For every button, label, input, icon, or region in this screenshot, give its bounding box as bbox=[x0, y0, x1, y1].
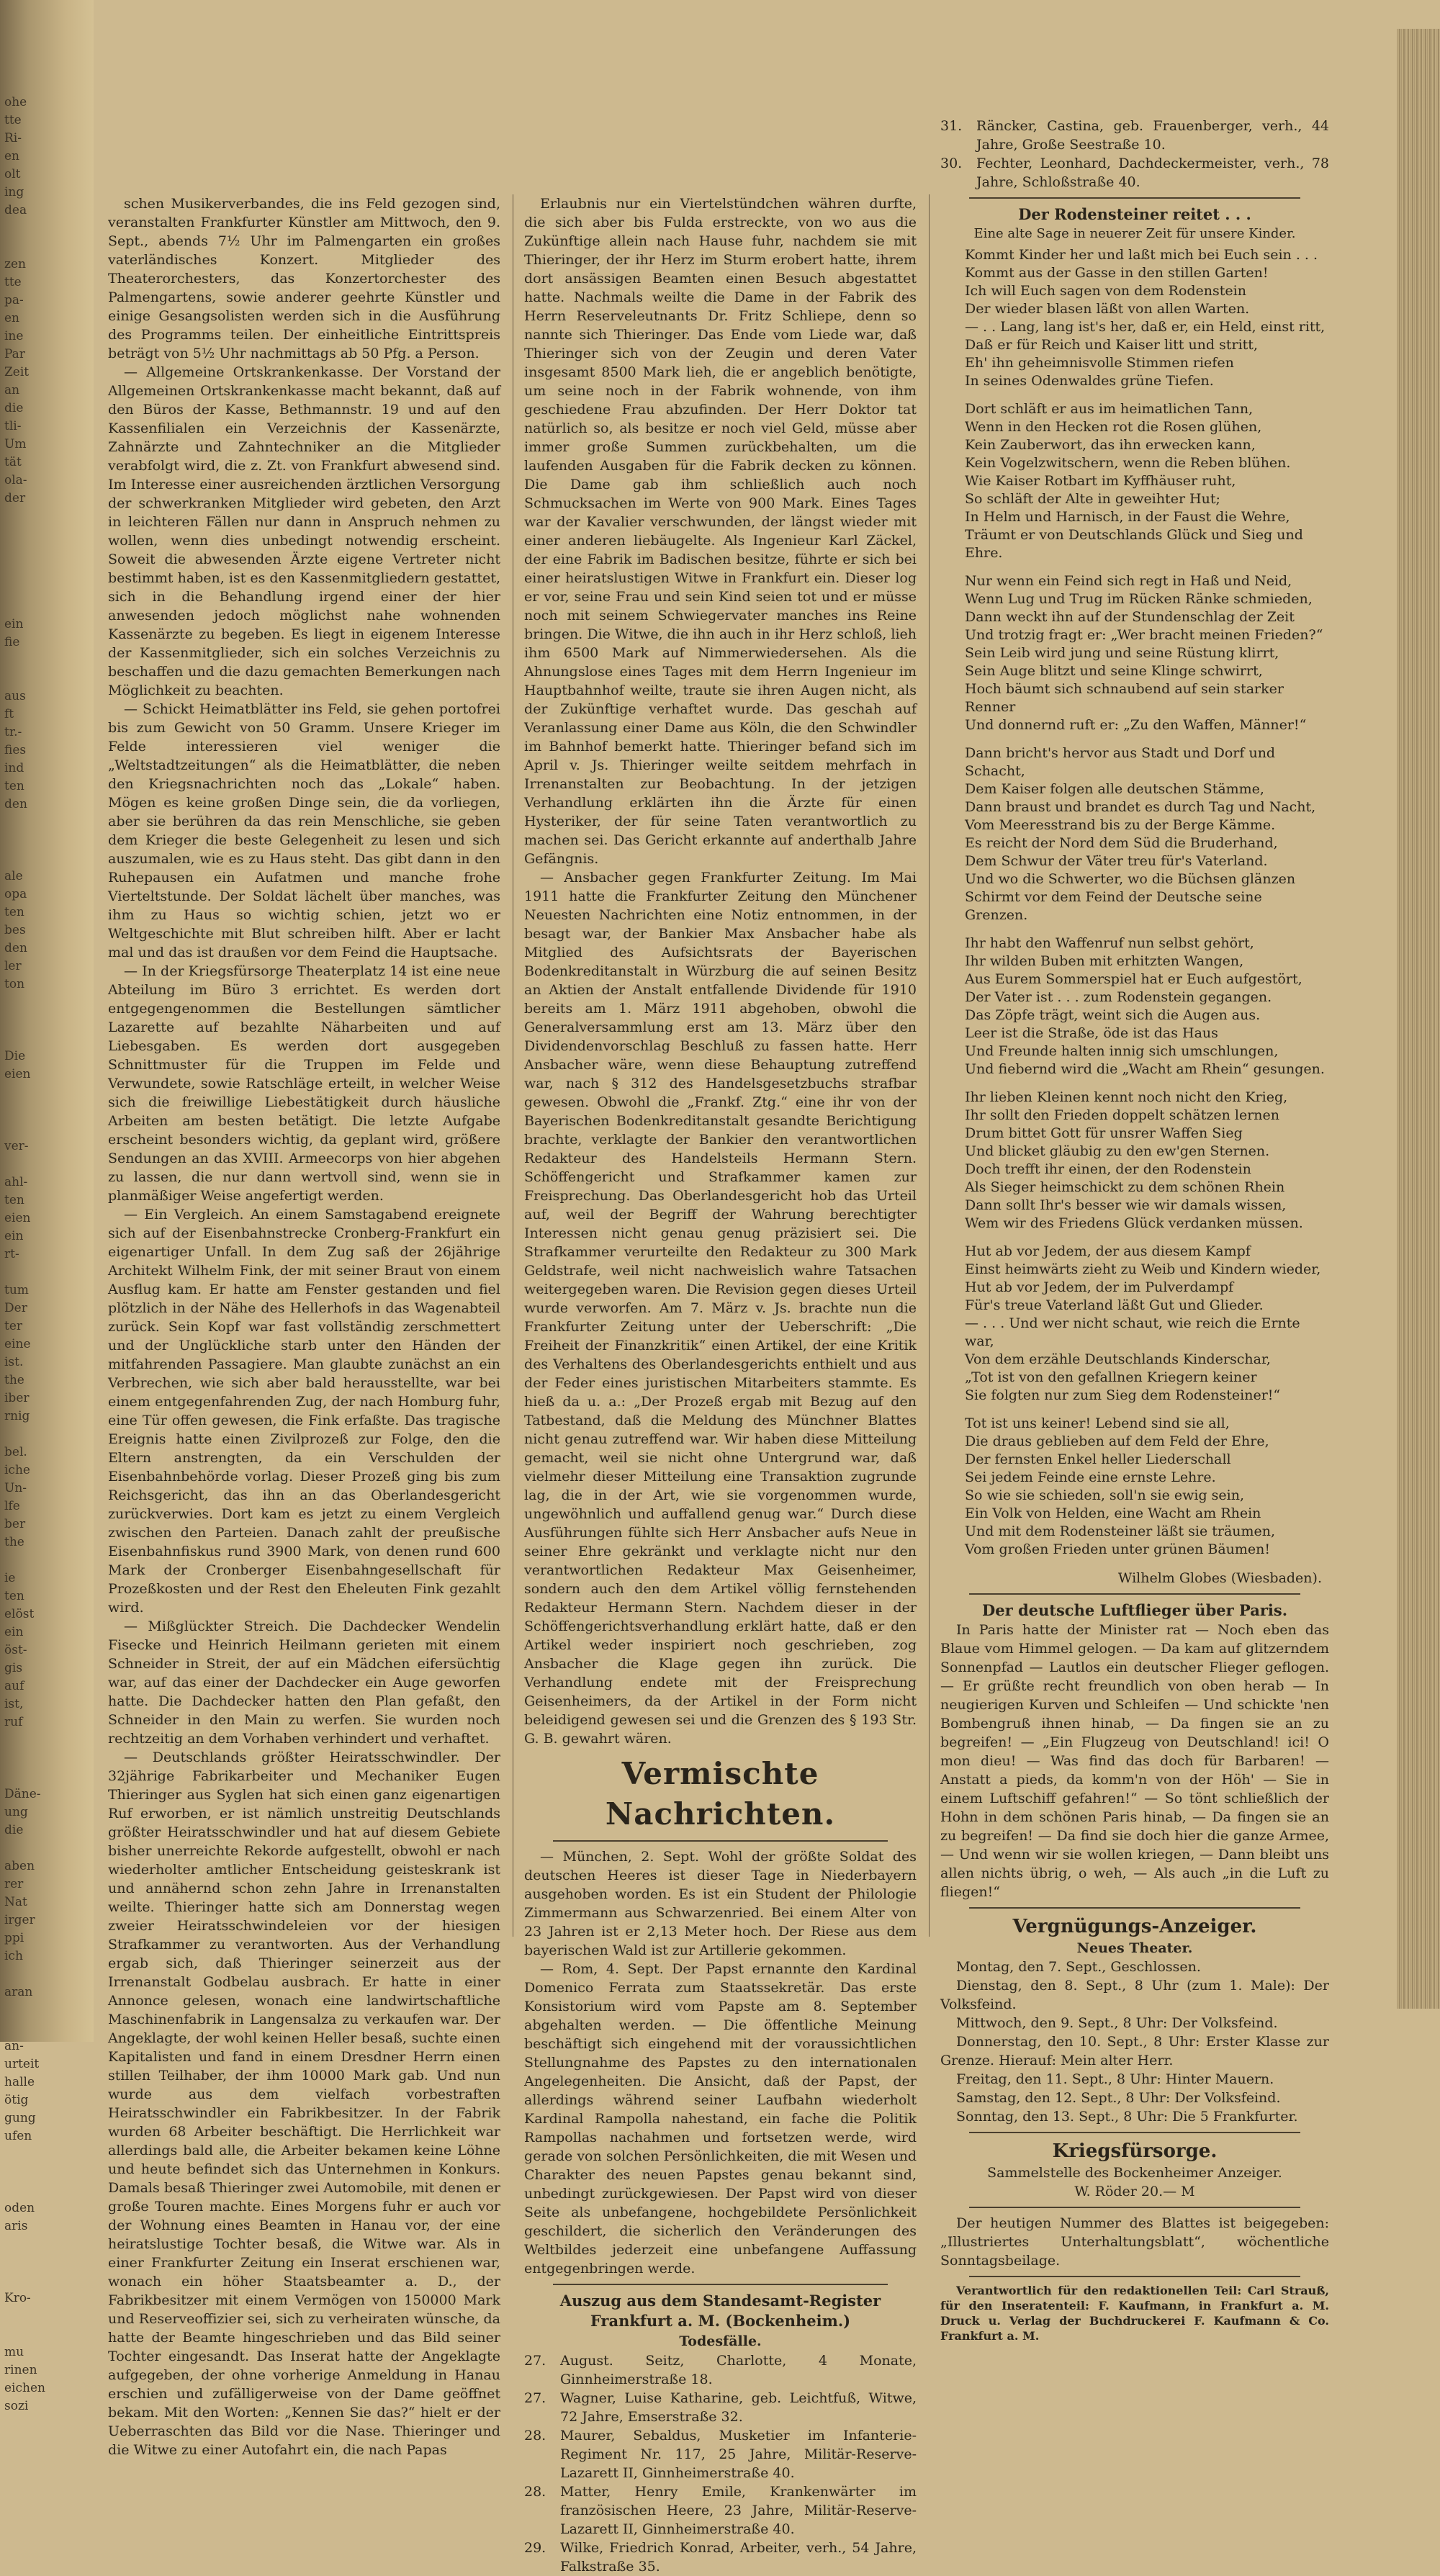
poem-stanza bbox=[965, 1415, 1329, 1559]
stub-line: ein bbox=[4, 1229, 24, 1243]
entry-text: Räncker, Castina, geb. Frauenberger, verh., 44 Jahre, Große Seestraße 10. bbox=[976, 118, 1329, 153]
stub-line: mu bbox=[4, 2345, 24, 2359]
divider bbox=[969, 2132, 1300, 2133]
stub-line: en bbox=[4, 311, 20, 325]
entry-number: 31. bbox=[940, 118, 963, 134]
stub-line bbox=[4, 670, 48, 688]
poem-line: Träumt er von Deutschlands Glück und Sieg und Ehre. bbox=[965, 527, 1303, 561]
stub-line: ing bbox=[4, 185, 24, 199]
stub-line bbox=[4, 2181, 48, 2199]
poem-line: Die draus geblieben auf dem Feld der Ehre, bbox=[965, 1433, 1269, 1449]
stub-line bbox=[4, 1839, 48, 1857]
article-paragraph: — Ansbacher gegen Frankfurter Zeitung. Im Mai 1911 hatte die Frankfurter Zeitung den Münchener Neuesten Nachrichten eine Notiz entnommen, in der besagt war, der Bankier Max Ansbacher habe als Mitglied des Aufsichtsrats der Bayerischen Bodenkreditanstalt in Würzburg die auf seinen Besitz an Aktien der Anstalt entfallende Dividende für 1910 bereits am 1. März 1911 abgehoben, obwohl die Generalversammlung erst am 13. März über den Dividendenvorschlag Beschluß zu fassen hatte. Herr Ansbacher wäre, wenn diese Behauptung zutreffend war, nach § 312 des Handelsgesetzbuchs strafbar gewesen. Obwohl die „Frankf. Ztg.“ eine ihr von der Bayerischen Bodenkreditanstalt gesandte Berichtigung brachte, verklagte der Bankier den verantwortlichen Redakteur des Handelsteils Hermann Stern. Schöffengericht und Strafkammer kamen zur Freisprechung. Das Oberlandesgericht hob das Urteil auf, weil der Begriff der Wahrung berechtigter Interessen nicht genau genug präzisiert sei. Die Strafkammer verurteilte den Redakteur zu 300 Mark Geldstrafe, weil nicht nachweislich wahre Tatsachen weitergegeben waren. Die Revision gegen dieses Urteil wurde verworfen. Am 7. März v. Js. brachte nun die Frankfurter Zeitung unter der Ueberschrift: „Die Freiheit der Finanzkritik“ einen Artikel, der eine Kritik des Verhaltens des Oberlandesgerichts enthielt und aus der Feder eines juristischen Mitarbeiters stammte. Es hieß da u. a.: „Der Prozeß ergab mit Bezug auf den Tatbestand, daß die Meldung des Münchner Blattes nicht genau zutreffend war. Wir haben diese Mitteilung gemacht, weil sie nicht ohne Untergrund war, daß vielmehr dieser Mitteilung eine Transaktion zugrunde lag, die in der Art, wie sie vorgenommen wurde, ungewöhnlich und auffallend genug war.“ Durch diese Ausführungen fühlte sich Herr Ansbacher aufs Neue in seiner Ehre gekränkt und verklagte nicht nur den verantwortlichen Redakteur Max Geisenheimer, sondern auch den dem Artikel völlig fernstehenden Redakteur Hermann Stern. Nachdem dieser in der Schöffengerichtsverhandlung erklärt hatte, daß er den Artikel weder inspiriert noch geschrieben, zog Ansbacher die Klage gegen ihn zurück. Die Verhandlung endete mit der Freisprechung Geisenheimers, da der Artikel in der Form nicht beleidigend gewesen sei und die Grenzen des § 193 Str. G. B. gewahrt wären. bbox=[524, 870, 917, 1747]
stub-line: tte bbox=[4, 113, 22, 127]
stub-line bbox=[4, 1102, 48, 1120]
vermischte-heading: Vermischte Nachrichten. bbox=[605, 1756, 836, 1832]
left-binding bbox=[0, 0, 94, 2413]
poem-line: Der fernsten Enkel heller Liederschall bbox=[965, 1451, 1231, 1467]
imprint: Verantwortlich für den redaktionellen Teil: Carl Strauß, für den Inseratenteil: F. Kaufmann, in Frankfurt a. M. Druck u. Verlag der Buchdruckerei F. Kaufmann & Co. Frankfurt a. M. bbox=[940, 2284, 1329, 2343]
theater-schedule bbox=[940, 1958, 1329, 2126]
stub-line: rer bbox=[4, 1877, 24, 1891]
stub-line: bel. bbox=[4, 1445, 27, 1459]
poem-line: Und blicket gläubig zu den ew'gen Sternen. bbox=[965, 1143, 1270, 1159]
column-1 bbox=[108, 194, 500, 2458]
stub-line: ahl- bbox=[4, 1175, 28, 1189]
stub-line: bes bbox=[4, 923, 26, 937]
poem-line: Ihr sollt den Frieden doppelt schätzen lernen bbox=[965, 1107, 1279, 1123]
stub-line: ten bbox=[4, 1589, 24, 1603]
stub-line: tum bbox=[4, 1283, 29, 1297]
poem-line: Doch trefft ihr einen, der den Rodenstein bbox=[965, 1161, 1251, 1177]
stub-line bbox=[4, 1120, 48, 1138]
entry-number: 27. bbox=[524, 2353, 546, 2369]
stub-line: den bbox=[4, 797, 27, 811]
poem-stanza bbox=[965, 246, 1329, 390]
stub-line bbox=[4, 238, 48, 256]
stub-line: Par bbox=[4, 347, 25, 361]
stub-line bbox=[4, 2307, 48, 2325]
stub-line bbox=[4, 1965, 48, 1983]
poem-stanza bbox=[965, 744, 1329, 924]
stub-line: urteit bbox=[4, 2057, 40, 2071]
stub-line: eien bbox=[4, 1067, 31, 1081]
entry-text: August. Seitz, Charlotte, 4 Monate, Ginnheimerstraße 18. bbox=[560, 2353, 917, 2387]
article-paragraph: — München, 2. Sept. Wohl der größte Soldat des deutschen Heeres ist dieser Tage in Niederbayern ausgehoben worden. Es ist ein Student der Philologie Zimmermann aus Schwarzenried. Bei einem Alter von 23 Jahren ist er 2,13 Meter hoch. Der Riese aus dem bayerischen Wald ist zur Artillerie gekommen. bbox=[524, 1849, 917, 1958]
stub-line: Däne- bbox=[4, 1787, 41, 1801]
stub-line: den bbox=[4, 941, 27, 955]
stub-line: fies bbox=[4, 743, 27, 757]
entry-text: Fechter, Leonhard, Dachdeckermeister, verh., 78 Jahre, Schloßstraße 40. bbox=[976, 156, 1329, 190]
stub-line bbox=[4, 2253, 48, 2271]
poem-line: In seines Odenwaldes grüne Tiefen. bbox=[965, 373, 1214, 389]
stub-line: tte bbox=[4, 275, 22, 289]
divider bbox=[969, 2207, 1300, 2208]
stub-line: rinen bbox=[4, 2363, 37, 2377]
stub-line: gung bbox=[4, 2111, 36, 2125]
schedule-entry: Samstag, den 12. Sept., 8 Uhr: Der Volksfeind. bbox=[956, 2090, 1281, 2106]
stub-line: zen bbox=[4, 257, 26, 271]
stub-line bbox=[4, 2001, 48, 2019]
entry-number: 30. bbox=[940, 156, 963, 171]
register-entry bbox=[940, 154, 1329, 192]
stub-line: iber bbox=[4, 1391, 30, 1405]
stub-line bbox=[4, 832, 48, 850]
poem-line: „Tot ist von den gefallnen Kriegern keiner bbox=[965, 1369, 1257, 1385]
stub-line: ton bbox=[4, 977, 25, 991]
poem-line: Ihr wilden Buben mit erhitzten Wangen, bbox=[965, 953, 1244, 969]
stub-line bbox=[4, 1084, 48, 1102]
stub-line: gis bbox=[4, 1661, 23, 1675]
poem-line: Vom großen Frieden unter grünen Bäumen! bbox=[965, 1541, 1271, 1557]
register-entry bbox=[524, 2539, 917, 2576]
stub-line bbox=[4, 2325, 48, 2343]
stub-line: eien bbox=[4, 1211, 31, 1225]
stub-line: an bbox=[4, 383, 20, 397]
article-paragraph: schen Musikerverbandes, die ins Feld gezogen sind, veranstalten Frankfurter Künstler am Mittwoch, den 9. Sept., abends 7½ Uhr im Palmengarten ein großes vaterländisches Konzert. Mitglieder des Theaterorchesters, das Konzertorchester des Palmengartens, sowie anderer geehrte Künstler und einige Gesangsolisten werden sich in die Ausführung des Programms teilen. Der einheitliche Eintrittspreis beträgt von 5½ Uhr nachmittags ab 50 Pfg. a Person. bbox=[108, 196, 500, 361]
entry-number: 27. bbox=[524, 2390, 546, 2406]
stub-line: elöst bbox=[4, 1607, 35, 1621]
entry-text: Maurer, Sebaldus, Musketier im Infanterie-Regiment Nr. 117, 25 Jahre, Militär-Reserve-Lazarett II, Ginnheimerstraße 40. bbox=[560, 2428, 917, 2481]
stub-line: dea bbox=[4, 203, 27, 217]
stub-line: tät bbox=[4, 455, 22, 469]
poem-line: Als Sieger heimschickt zu dem schönen Rhein bbox=[965, 1179, 1285, 1195]
poem-stanza bbox=[965, 1243, 1329, 1405]
stub-line: ppi bbox=[4, 1931, 24, 1945]
stub-line bbox=[4, 508, 48, 526]
stub-line: ler bbox=[4, 959, 22, 973]
stub-line: ine bbox=[4, 329, 24, 343]
poem-stanza bbox=[965, 572, 1329, 734]
poem-stanza bbox=[965, 1089, 1329, 1233]
kriegsfuersorge-heading: Kriegsfürsorge. bbox=[1052, 2140, 1218, 2162]
luft-heading: Der deutsche Luftflieger über Paris. bbox=[982, 1601, 1287, 1619]
poem-stanza bbox=[965, 400, 1329, 562]
poem-title: Der Rodensteiner reitet . . . bbox=[1018, 205, 1251, 223]
stub-line bbox=[4, 1426, 48, 1444]
entry-text: Matter, Henry Emile, Krankenwärter im französischen Heere, 23 Jahre, Militär-Reserve-Lazarett II, Ginnheimerstraße 40. bbox=[560, 2484, 917, 2537]
divider bbox=[969, 2276, 1300, 2277]
stub-line bbox=[4, 1012, 48, 1030]
poem-line: Wenn Lug und Trug im Rücken Ränke schmieden, bbox=[965, 591, 1313, 607]
poem-line: Kein Zauberwort, das ihn erwecken kann, bbox=[965, 437, 1256, 453]
stub-line: ohe bbox=[4, 95, 27, 109]
poem-line: Der Vater ist . . . zum Rodenstein gegangen. bbox=[965, 989, 1272, 1005]
poem-line: Und fiebernd wird die „Wacht am Rhein“ gesungen. bbox=[965, 1061, 1325, 1077]
register-entry bbox=[524, 2482, 917, 2539]
stub-line: sozi bbox=[4, 2399, 29, 2413]
poem-stanza bbox=[965, 935, 1329, 1078]
poem-line: Und mit dem Rodensteiner läßt sie träumen, bbox=[965, 1523, 1276, 1539]
stub-line bbox=[4, 1030, 48, 1048]
stub-line: aris bbox=[4, 2219, 28, 2233]
poem-line: Und Freunde halten innig sich umschlungen, bbox=[965, 1043, 1279, 1059]
stub-line: ver- bbox=[4, 1139, 29, 1153]
stub-line: Die bbox=[4, 1049, 26, 1063]
poem-line: Und trotzig fragt er: „Wer bracht meinen Frieden?“ bbox=[965, 627, 1323, 643]
theater-name: Neues Theater. bbox=[1076, 1940, 1193, 1956]
stub-line: Zeit bbox=[4, 365, 30, 379]
article-paragraph: — Ein Vergleich. An einem Samstagabend ereignete sich auf der Eisenbahnstrecke Cronberg-Frankfurt ein eigenartiger Unfall. In dem Zug saß der 26jährige Architekt Wilhelm Fink, der mit seiner Braut von einem Ausflug kam. Er hatte am Fenster gestanden und fiel plötzlich in der Nähe des Hellerhofs in das Wagenabteil zurück. Sein Kopf war fast vollständig zerschmettert und der Unglückliche starb unter den Händen der mitfahrenden Passagiere. Man glaubte zunächst an ein Verbrechen, wie sich aber bald herausstellte, war bei einem entgegenfahrenden Zug, der nach Homburg fuhr, eine Tür offen gewesen, die Fink erfaßte. Das tragische Ereignis hatte einen Zivilprozeß zur Folge, den die Eltern anstrengten, da ein Verschulden der Eisenbahnbehörde vorlag. Dieser Prozeß ging bis zum Reichsgericht, das ihn an das Oberlandesgericht zurückverwies. Dort kam es jetzt zu einem Vergleich zwischen den Parteien. Danach zahlt der preußische Eisenbahnfiskus rund 3900 Mark, von denen rund 600 Mark der Cronberger Eisenbahngesellschaft für Prozeßkosten und der Rest den Eheleuten Fink gezahlt wird. bbox=[108, 1207, 500, 1616]
poem-line: Dem Kaiser folgen alle deutschen Stämme, bbox=[965, 781, 1264, 797]
poem-line: Von dem erzähle Deutschlands Kinderschar, bbox=[965, 1351, 1271, 1367]
luft-text: In Paris hatte der Minister rat — Noch eben das Blaue vom Himmel gelogen. — Da kam auf glitzerndem Sonnenpfad — Lautlos ein deutscher Flieger geflogen. — Er grüßte recht freundlich von oben herab — In neugierigen Kurven und Schleifen — Und schickte 'nen Bombengruß ihnen hinab, — Da fingen sie an zu begreifen! — „Ein Flugzeug von Deutschland! ici! O mon dieu! — Was find das doch für Barbaren! — Anstatt a pieds, da komm'n von der Höh' — Sie in einem Luftschiff gefahren!“ — So tönt schließlich der Hohn in dem schönen Paris hinab, — Da fingen sie an zu begreifen! — Da find sie doch hier die ganze Armee, — Und wenn wir sie wollen kriegen, — Dann bleibt uns allen nichts übrig, o weh, — Als auch „in die Luft zu fliegen!“ bbox=[940, 1622, 1329, 1900]
stub-line: ola- bbox=[4, 473, 27, 487]
poem-line: Für's treue Vaterland läßt Gut und Glieder. bbox=[965, 1297, 1264, 1313]
poem-line: Leer ist die Straße, öde ist das Haus bbox=[965, 1025, 1218, 1041]
stub-line: pa- bbox=[4, 293, 24, 307]
beilage-notice: Der heutigen Nummer des Blattes ist beigegeben: „Illustriertes Unterhaltungsblatt“, wöchentliche Sonntagsbeilage. bbox=[940, 2215, 1329, 2269]
stub-line bbox=[4, 2163, 48, 2181]
stub-line: Un- bbox=[4, 1481, 27, 1495]
poem-line: Kein Vogelzwitschern, wenn die Reben blühen. bbox=[965, 455, 1291, 471]
entry-number: 29. bbox=[524, 2540, 546, 2556]
poem-line: Wie Kaiser Rotbart im Kyffhäuser ruht, bbox=[965, 473, 1236, 489]
column-3 bbox=[940, 117, 1329, 2343]
divider bbox=[969, 1593, 1300, 1595]
poem-line: Das Zöpfe trägt, weint sich die Augen aus. bbox=[965, 1007, 1261, 1023]
stub-line bbox=[4, 1264, 48, 1282]
register-entry bbox=[524, 2426, 917, 2482]
standesamt-list bbox=[524, 2351, 917, 2576]
poem-line: — . . . Und wer nicht schaut, wie reich die Ernte war, bbox=[965, 1315, 1300, 1349]
poem-line: Dem Schwur der Väter treu für's Vaterland. bbox=[965, 853, 1268, 869]
poem-line: Ihr lieben Kleinen kennt noch nicht den Krieg, bbox=[965, 1089, 1288, 1105]
stub-line: Kro- bbox=[4, 2291, 31, 2305]
stub-line: tli- bbox=[4, 419, 22, 433]
vergnuegungs-heading: Vergnügungs-Anzeiger. bbox=[1012, 1916, 1257, 1937]
poem-line: Sie folgten nur zum Sieg dem Rodensteiner!“ bbox=[965, 1387, 1281, 1403]
poem-line: — . . Lang, lang ist's her, daß er, ein Held, einst ritt, bbox=[965, 319, 1326, 335]
poem-line: Kommt aus der Gasse in den stillen Garten! bbox=[965, 265, 1269, 281]
stub-line: fie bbox=[4, 635, 20, 649]
newspaper-page bbox=[86, 72, 1397, 2575]
poem-line: Und wo die Schwerter, wo die Büchsen glänzen bbox=[965, 871, 1296, 887]
stub-line bbox=[4, 1156, 48, 1174]
poem-line: Eh' ihn geheimnisvolle Stimmen riefen bbox=[965, 355, 1234, 371]
divider bbox=[553, 1840, 888, 1842]
stub-line: ist. bbox=[4, 1355, 24, 1369]
stub-line: rt- bbox=[4, 1247, 19, 1261]
schedule-entry: Sonntag, den 13. Sept., 8 Uhr: Die 5 Frankfurter. bbox=[956, 2109, 1298, 2125]
standesamt-place: Frankfurt a. M. (Bockenheim.) bbox=[590, 2312, 851, 2330]
article-paragraph: — Schickt Heimatblätter ins Feld, sie gehen portofrei bis zum Gewicht von 50 Gramm. Unsere Krieger im Felde interessieren viel weniger die „Weltstadtzeitungen“ als die Heimatblätter, die neben den Kriegsnachrichten noch das „Lokale“ haben. Mögen es keine großen Dinge sein, die da vorliegen, aber sie berühren da das rein Menschliche, sie geben dem Krieger die beste Gelegenheit zu lesen und sich auszumalen, wie es zu Haus steht. Das gibt dann in den Ruhepausen ein Aufatmen und manche frohe Vierteltstunde. Der Soldat lächelt über manches, was ihm zu Haus so wichtig schien, jetzt wo er Weltgeschichte mit Blut schreiben hilft. Aber er lacht mal und das ist draußen vor dem Feind die Hauptsache. bbox=[108, 701, 500, 960]
stub-line: ötig bbox=[4, 2093, 29, 2107]
stub-line: iche bbox=[4, 1463, 30, 1477]
page-edges bbox=[1397, 29, 1440, 2009]
stub-line: ung bbox=[4, 1805, 28, 1819]
poem-line: Dort schläft er aus im heimatlichen Tann, bbox=[965, 401, 1254, 417]
stub-line: oden bbox=[4, 2201, 35, 2215]
poem-line: Ich will Euch sagen von dem Rodenstein bbox=[965, 283, 1246, 299]
poem-line: So wie sie schieden, soll'n sie ewig sein, bbox=[965, 1487, 1244, 1503]
schedule-entry: Mittwoch, den 9. Sept., 8 Uhr: Der Volksfeind. bbox=[956, 2015, 1278, 2031]
stub-line: ten bbox=[4, 779, 24, 793]
stub-line bbox=[4, 562, 48, 580]
stub-line: auf bbox=[4, 1679, 24, 1693]
article-paragraph: — Allgemeine Ortskrankenkasse. Der Vorstand der Allgemeinen Ortskrankenkasse macht bekannt, daß auf den Büros der Kasse, Bethmannstr. 19 und auf den Kassenfilialen ein Verzeichnis der Kassenärzte, Zahnärzte und Zahntechniker an die Mitglieder verabfolgt wird, die z. Zt. von Frankfurt abwesend sind. Im Interesse einer ausreichenden ärztlichen Versorgung der schwerkranken Mitglieder wird gebeten, den Arzt in leichteren Fällen nur dann in Anspruch nehmen zu wollen, wenn dies unbedingt notwendig erscheint. Soweit die abwesenden Ärzte eigene Vertreter nicht bestimmt haben, ist es den Kassenmitgliedern gestattet, sich in die Behandlung irgend einer der hier anwesenden jedoch möglichst nahe wohnenden Kassenärzte zu begeben. Es liegt in eigenem Interesse der Kassenmitglieder, sich ein solches Verzeichnis zu beschaffen und die dazu gemachten Bemerkungen nach Möglichkeit zu beachten. bbox=[108, 364, 500, 698]
vermischte-articles bbox=[524, 1847, 917, 2278]
stub-line: ein bbox=[4, 1625, 24, 1639]
stub-line bbox=[4, 2235, 48, 2253]
stub-line: aben bbox=[4, 1859, 35, 1873]
poem-author: Wilhelm Globes (Wiesbaden). bbox=[1117, 1570, 1322, 1586]
stub-line: die bbox=[4, 1823, 24, 1837]
standesamt-continued bbox=[940, 117, 1329, 192]
stub-line: rnig bbox=[4, 1409, 30, 1423]
stub-line: Um bbox=[4, 437, 27, 451]
stub-line: ber bbox=[4, 1517, 26, 1531]
schedule-entry: Donnerstag, den 10. Sept., 8 Uhr: Erster Klasse zur Grenze. Hierauf: Mein alter Herr. bbox=[940, 2034, 1329, 2068]
article-paragraph: — Deutschlands größter Heiratsschwindler. Der 32jährige Fabrikarbeiter und Mechaniker Eugen Thieringer aus Syglen hat sich einen ganz eigenartigen Ruf erworben, er ist nämlich unstreitig Deutschlands größter Heiratsschwindler und hat auf diesem Gebiete bisher unerreichte Rekorde aufgestellt, obwohl er nach wiederholter amtlicher Entscheidung geisteskrank ist und annähernd schon zehn Jahre in Irrenanstalten weilte. Thieringer hatte sich am Donnerstag wegen zweier Heiratsschwindeleien vor der hiesigen Strafkammer zu verantworten. Aus der Verhandlung ergab sich, daß Thieringer seinerzeit aus der Irrenanstalt Godbelau ausbrach. Er hatte in einer Annonce gelesen, wonach eine landwirtschaftliche Maschinenfabrik in Langensalza zu verkaufen war. Der Angeklagte, der wohl keinen Heller besaß, suchte einen Kapitalisten und fand in einem Dresdner Herrn einen stillen Teilhaber, der ihm 10000 Mark gab. Und nun wurde aus dem vielfach vorbestraften Heiratsschwindler ein Fabrikbesitzer. In der Fabrik wurden 68 Arbeiter beschäftigt. Die Herrlichkeit war allerdings bald alle, die Arbeiter bekamen keine Löhne und heute befindet sich das Unternehmen in Konkurs. Damals besaß Thieringer zwei Automobile, mit denen er große Touren machte. Eines Morgens fuhr er auch vor der Wohnung eines Beamten in Hanau vor, der eine heiratslustige Tochter besaß, die Witwe war. Als in einer Frankfurter Zeitung ein Inserat erschienen war, wonach ein höher Staatsbeamter a. D., der Fabrikbesitzer mit einem Vermögen von 150000 Mark und Reserveoffizier sei, sich zu verheiraten wünsche, da hatte der Beamte hingeschrieben und das Bild seiner Tochter eingesandt. Das Inserat hatte der Angeklagte aufgegeben, der ohne vorherige Anmeldung in Hanau erschien und zufälligerweise von der Dame geöffnet bekam. Mit den Worten: „Kennen Sie das?“ hielt er der Ueberraschten das Bild vor die Nase. Thieringer und die Witwe zu einer Autofahrt ein, die nach Papas bbox=[108, 1749, 500, 2458]
poem-line: Schirmt vor dem Feind der Deutsche seine Grenzen. bbox=[965, 889, 1262, 923]
poem-line: Nur wenn ein Feind sich regt in Haß und Neid, bbox=[965, 573, 1292, 589]
stub-line: olt bbox=[4, 167, 21, 181]
poem-line: Dann bricht's hervor aus Stadt und Dorf und Schacht, bbox=[965, 745, 1276, 779]
register-entry bbox=[524, 2389, 917, 2426]
article-paragraph: — Rom, 4. Sept. Der Papst ernannte den Kardinal Domenico Ferrata zum Staatssekretär. Das erste Konsistorium wird vom Papste am 8. September abgehalten werden. — Die öffentliche Meinung beschäftigt sich eingehend mit der voraussichtlichen Stellungnahme des Papstes zu den internationalen Angelegenheiten. Die Ansicht, daß der Papst, der allerdings während seiner Laufbahn wiederholt Kardinal Rampolla nahestand, ein fache die Politik Rampollas nachahmen und fortsetzen werde, wird gerade von solchen Persönlichkeiten, die mit Wesen und Charakter des neuen Papstes genau bekannt sind, unbedingt zurückgewiesen. Der Papst wird von dieser Seite als unbefangene, hochgebildete Persönlichkeit geschildert, die sicherlich den Veränderungen des Weltbildes jederzeit eine unbefangene Auffassung entgegenbringen werde. bbox=[524, 1961, 917, 2276]
poem-line: Und donnernd ruft er: „Zu den Waffen, Männer!“ bbox=[965, 717, 1307, 733]
stub-line bbox=[4, 1767, 48, 1785]
stub-line: Ri- bbox=[4, 131, 22, 145]
stub-line: ft bbox=[4, 707, 14, 721]
register-entry bbox=[524, 2351, 917, 2389]
stub-line: ufen bbox=[4, 2129, 32, 2143]
poem-line: So schläft der Alte in geweihter Hut; bbox=[965, 491, 1220, 507]
stub-line: ein bbox=[4, 617, 24, 631]
stub-line: ind bbox=[4, 761, 24, 775]
stub-line bbox=[4, 544, 48, 562]
stub-line: ist, bbox=[4, 1697, 24, 1711]
entry-number: 28. bbox=[524, 2484, 546, 2500]
stub-line: tr.- bbox=[4, 725, 22, 739]
poem-line: Wenn in den Hecken rot die Rosen glühen, bbox=[965, 419, 1262, 435]
poem-line: Aus Eurem Sommerspiel hat er Euch aufgestört, bbox=[965, 971, 1302, 987]
poem-line: Kommt Kinder her und laßt mich bei Euch sein . . . bbox=[965, 247, 1318, 263]
poem-line: In Helm und Harnisch, in der Faust die Wehre, bbox=[965, 509, 1290, 525]
poem-line: Vom Meeresstrand bis zu der Berge Kämme. bbox=[965, 817, 1276, 833]
poem-line: Der wieder blasen läßt von allen Warten. bbox=[965, 301, 1250, 317]
stub-line: en bbox=[4, 149, 20, 163]
stub-line bbox=[4, 220, 48, 238]
stub-line: Der bbox=[4, 1301, 27, 1315]
stub-line: halle bbox=[4, 2075, 35, 2089]
poem-line: Drum bittet Gott für unsrer Waffen Sieg bbox=[965, 1125, 1243, 1141]
register-entry bbox=[940, 117, 1329, 154]
poem-line: Es reicht der Nord dem Süd die Bruderhand, bbox=[965, 835, 1278, 851]
stub-line: eine bbox=[4, 1337, 31, 1351]
kriegsfuersorge-sub: Sammelstelle des Bockenheimer Anzeiger. bbox=[987, 2165, 1282, 2181]
divider bbox=[553, 2284, 888, 2285]
poem-body bbox=[940, 246, 1329, 1559]
schedule-entry: Freitag, den 11. Sept., 8 Uhr: Hinter Mauern. bbox=[956, 2071, 1274, 2087]
stub-line: irger bbox=[4, 1913, 35, 1927]
column-rule-2 bbox=[929, 194, 930, 1937]
poem-line: Ein Volk von Helden, eine Wacht am Rhein bbox=[965, 1505, 1261, 1521]
stub-line bbox=[4, 2271, 48, 2289]
poem-line: Sein Auge blitzt und seine Klinge schwirrt, bbox=[965, 663, 1263, 679]
kriegsfuersorge-entry: W. Röder 20.— M bbox=[1074, 2184, 1195, 2199]
stub-line: the bbox=[4, 1373, 24, 1387]
stub-line: ter bbox=[4, 1319, 23, 1333]
poem-line: Dann sollt Ihr's besser wie wir damals wissen, bbox=[965, 1197, 1287, 1213]
entry-text: Wagner, Luise Katharine, geb. Leichtfuß, Witwe, 72 Jahre, Emserstraße 32. bbox=[560, 2390, 917, 2425]
stub-line: ten bbox=[4, 1193, 24, 1207]
entry-number: 28. bbox=[524, 2428, 546, 2444]
article-paragraph: Erlaubnis nur ein Viertelstündchen währen durfte, die sich aber bis Fulda erstreckte, von wo aus die Zukünftige allein nach Hause fuhr, nachdem sie mit Thieringer, der ihr Herz im Sturm erobert hatte, ihrem dort ansässigen Beamten einen Besuch abgestattet hatte. Nachmals weilte die Dame in der Fabrik des Herrn Reserveleutnants Dr. Fritz Schliepe, denn so nannte sich Thieringer. Das Ende vom Liede war, daß Thieringer sich von der Zeugin und deren Vater insgesamt 8500 Mark lieh, die er angeblich benötigte, um seine noch in der Fabrik wohnende, von ihm geschiedene Frau abzufinden. Der Herr Doktor tat natürlich so, als besitze er noch viel Geld, müsse aber immer große Summen zurückbehalten, um die laufenden Ausgaben für die Fabrik decken zu können. Die Dame gab ihm schließlich auch noch Schmucksachen im Werte von 900 Mark. Eines Tages war der Kavalier verschwunden, der längst wieder mit einer anderen liebäugelte. Als Ingenieur Karl Zäckel, der eine Fabrik im Badischen besitze, führte er sich bei einer heiratslustigen Witwe in Frankfurt ein. Dieser log er vor, seine Frau und sein Kind seien tot und er müsse noch mit seinem Schwiegervater manches ins Reine bringen. Die Witwe, die ihn auch in ihr Herz schloß, lieh ihm 6500 Mark auf Nimmerwiedersehen. Als die Ahnungslose eines Tages mit dem Herrn Ingenieur im Hauptbahnhof weilte, traute sie ihren Augen nicht, als der Zukünftige verhaftet wurde. Das geschah auf Veranlassung einer Dame aus Köln, die den Schwindler im Bahnhof bemerkt hatte. Thieringer befand sich im April v. Js. Thieringer weilte seitdem mehrfach in Irrenanstalten zur Beobachtung. In der jetzigen Verhandlung erklärten ihn die Ärzte für einen Hysteriker, der für seine Taten verantwortlich zu machen sei. Das Gericht erkannte auf anderthalb Jahre Gefängnis. bbox=[524, 196, 917, 867]
poem-line: Einst heimwärts zieht zu Weib und Kindern wieder, bbox=[965, 1261, 1321, 1277]
poem-line: Wem wir des Friedens Glück verdanken müssen. bbox=[965, 1215, 1303, 1231]
poem-line: Dann braust und brandet es durch Tag und Nacht, bbox=[965, 799, 1316, 815]
stub-line: aran bbox=[4, 1985, 33, 1999]
stub-line bbox=[4, 2145, 48, 2163]
stub-line: ruf bbox=[4, 1715, 23, 1729]
stub-line: aus bbox=[4, 689, 26, 703]
standesamt-heading: Auszug aus dem Standesamt-Register bbox=[559, 2292, 881, 2310]
stub-line: ten bbox=[4, 905, 24, 919]
article-paragraph: — In der Kriegsfürsorge Theaterplatz 14 ist eine neue Abteilung im Büro 3 errichtet. Es werden dort entgegengenommen die Bestellungen sämtlicher Lazarette auf bezahlte Näharbeiten und auf Liebesgaben. Es werden dort ausgegeben Schnittmuster für die Truppen im Felde und Verwundete, sowie Ratschläge erteilt, in welcher Weise sich die freiwillige Liebestätigkeit durch häusliche Arbeiten am besten betätigt. Die letzte Aufgabe erscheint besonders wichtig, da geplant wird, größere Sendungen an das XVIII. Armeecorps von hier abgehen zu lassen, die nur dann wertvoll sind, wenn sie in planmäßiger Weise angefertigt werden. bbox=[108, 963, 500, 1204]
stub-line: opa bbox=[4, 887, 27, 901]
stub-line: Nat bbox=[4, 1895, 27, 1909]
column-2 bbox=[524, 194, 917, 2575]
stub-line bbox=[4, 1552, 48, 1570]
poem-line: Sei jedem Feinde eine ernste Lehre. bbox=[965, 1469, 1216, 1485]
stub-line: the bbox=[4, 1535, 24, 1549]
stub-line bbox=[4, 1749, 48, 1767]
divider bbox=[969, 197, 1300, 199]
stub-line bbox=[4, 814, 48, 832]
standesamt-subheading: Todesfälle. bbox=[679, 2333, 762, 2349]
poem-line: Tot ist uns keiner! Lebend sind sie all, bbox=[965, 1415, 1230, 1431]
stub-line bbox=[4, 652, 48, 670]
stub-line: ale bbox=[4, 869, 23, 883]
stub-line bbox=[4, 2019, 48, 2037]
article-paragraph: — Mißglückter Streich. Die Dachdecker Wendelin Fisecke und Heinrich Heilmann gerieten mit einem Schneider in Streit, der auf ein Mädchen eifersüchtig war, auf das einer der Dachdecker ein Auge geworfen hatte. Die Dachdecker hatten den Plan gefaßt, den Schneider in den Main zu werfen. Sie wurden noch rechtzeitig an dem Vorhaben verhindert und verhaftet. bbox=[108, 1618, 500, 1747]
stub-line: der bbox=[4, 491, 26, 505]
poem-line: Hut ab vor Jedem, der im Pulverdampf bbox=[965, 1279, 1234, 1295]
schedule-entry: Dienstag, den 8. Sept., 8 Uhr (zum 1. Male): Der Volksfeind. bbox=[940, 1978, 1329, 2012]
column-2-articles bbox=[524, 194, 917, 1748]
poem-line: Sein Leib wird jung und seine Rüstung klirrt, bbox=[965, 645, 1279, 661]
stub-line: lfe bbox=[4, 1499, 20, 1513]
stub-line: an- bbox=[4, 2039, 24, 2053]
stub-line bbox=[4, 598, 48, 616]
stub-line bbox=[4, 526, 48, 544]
stub-line: öst- bbox=[4, 1643, 27, 1657]
poem-line: Hut ab vor Jedem, der aus diesem Kampf bbox=[965, 1243, 1251, 1259]
stub-line: ich bbox=[4, 1949, 23, 1963]
stub-line bbox=[4, 994, 48, 1012]
schedule-entry: Montag, den 7. Sept., Geschlossen. bbox=[956, 1959, 1201, 1975]
stub-line: die bbox=[4, 401, 24, 415]
stub-line: ie bbox=[4, 1571, 16, 1585]
poem-line: Dann weckt ihn auf der Stundenschlag der Zeit bbox=[965, 609, 1295, 625]
stub-line bbox=[4, 580, 48, 598]
poem-line: Hoch bäumt sich schnaubend auf sein starker Renner bbox=[965, 681, 1284, 715]
stub-line: eichen bbox=[4, 2381, 45, 2395]
left-page-edge-text bbox=[4, 94, 48, 2415]
stub-line bbox=[4, 1731, 48, 1749]
entry-text: Wilke, Friedrich Konrad, Arbeiter, verh., 54 Jahre, Falkstraße 35. bbox=[560, 2540, 917, 2575]
stub-line bbox=[4, 850, 48, 868]
poem-subtitle: Eine alte Sage in neuerer Zeit für unsere Kinder. bbox=[973, 226, 1296, 241]
poem-line: Daß er für Reich und Kaiser litt und stritt, bbox=[965, 337, 1258, 353]
divider bbox=[969, 1907, 1300, 1909]
poem-line: Ihr habt den Waffenruf nun selbst gehört, bbox=[965, 935, 1254, 951]
